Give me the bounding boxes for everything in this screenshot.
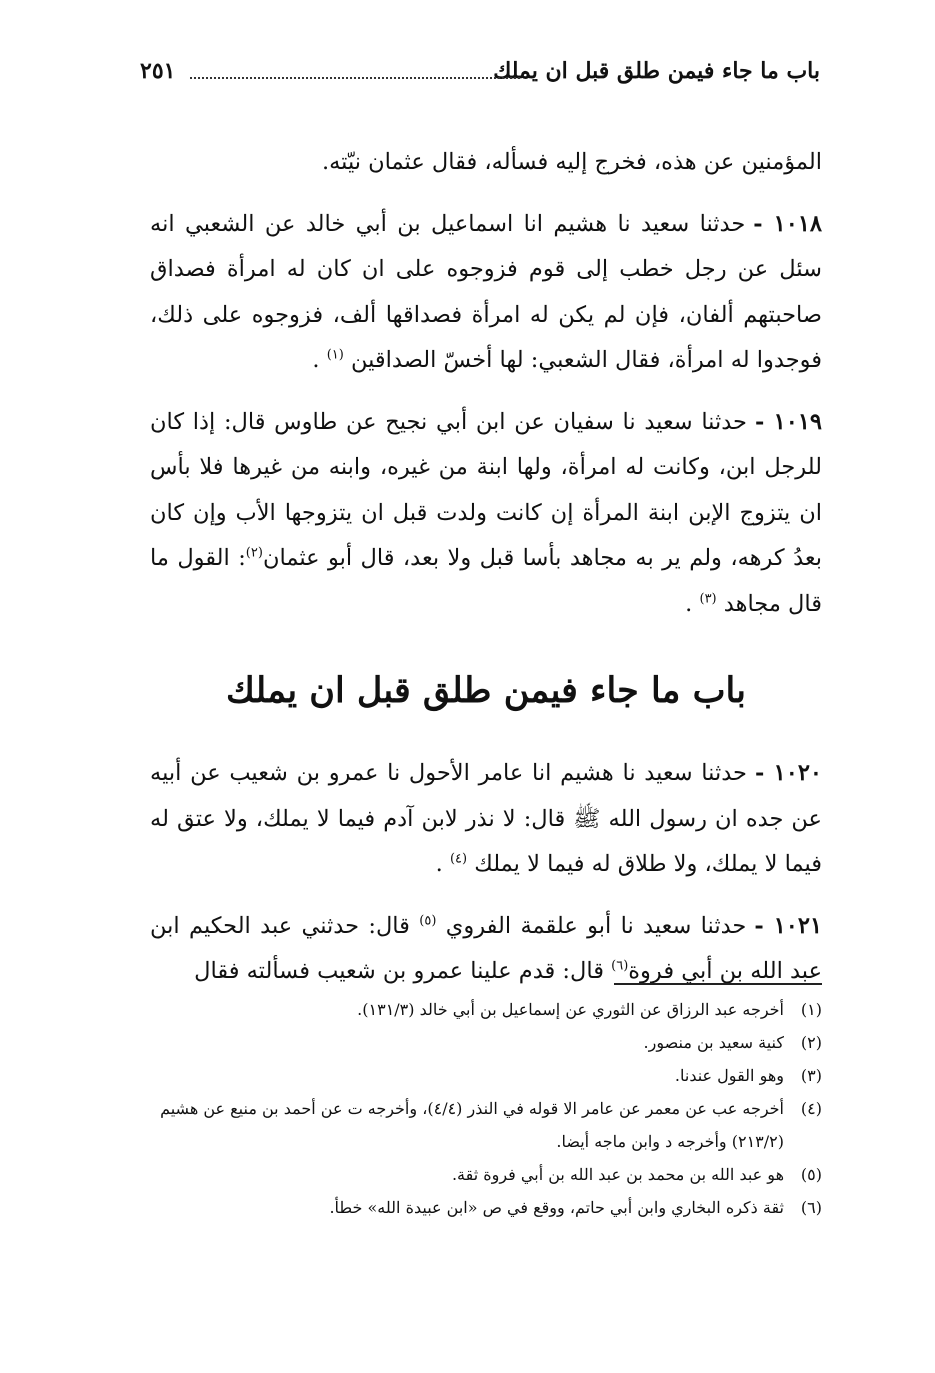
running-title: باب ما جاء فيمن طلق قبل ان يملك <box>493 58 820 84</box>
hadith-end: . <box>685 590 693 617</box>
hadith-1019 <box>150 400 822 628</box>
footnote-text: كنية سعيد بن منصور. <box>643 1033 784 1052</box>
hadith-text: : القول ما قال مجاهد <box>150 545 822 617</box>
footnote-ref: (٢) <box>245 545 263 561</box>
hadith-end: . <box>312 347 320 373</box>
hadith-text: قال: حدثني عبد الحكيم ابن عبد الله بن أبي فروة <box>150 912 822 984</box>
footnote-text: وهو القول عندنا. <box>674 1066 784 1085</box>
footnote-ref: (١) <box>326 347 344 363</box>
hadith-number: ١٠٢٠ - <box>754 760 822 786</box>
footnote-number: (٢) <box>800 1033 822 1052</box>
hadith-number: ١٠١٩ - <box>754 408 823 435</box>
footnote-number: (٦) <box>800 1198 822 1217</box>
footnote-5 <box>140 1158 822 1191</box>
hadith-text: حدثنا سعيد نا سفيان عن ابن أبي نجيح عن طاوس قال: إذا كان للرجل ابن، وكانت له امرأة، ولها ابنة من غيره، وابنه من غيرها فلا بأس ان يتزوج الإبن ابنة المرأة إن كانت ولدت قبل ان يتزوجها الأب وإن كان بعدُ كرهه، ولم ير به مجاهد بأسا قبل ولا بعد، قال أبو عثمان <box>150 408 822 571</box>
footnote-number: (٥) <box>800 1165 822 1184</box>
opening-text: المؤمنين عن هذه، فخرج إليه فسأله، فقال عثمان نيّته. <box>321 149 822 175</box>
footnote-text: ثقة ذكره البخاري وابن أبي حاتم، ووقع في ص «ابن عبيدة الله» خطأ. <box>329 1198 784 1217</box>
footnote-4 <box>140 1092 822 1158</box>
footnote-number: (٤) <box>800 1099 822 1118</box>
hadith-1018 <box>150 202 822 384</box>
footnote-6 <box>140 1191 822 1224</box>
footnote-3 <box>140 1059 822 1092</box>
hadith-text: قال: قدم علينا عمرو بن شعيب فسألته فقال <box>194 958 612 984</box>
footnotes <box>140 993 822 1224</box>
hadith-1021 <box>150 904 822 995</box>
footnote-2 <box>140 1026 822 1059</box>
hadith-text: حدثنا سعيد نا أبو علقمة الفروي <box>445 912 747 939</box>
footnote-separator <box>614 983 822 985</box>
footnote-1 <box>140 993 822 1026</box>
hadith-1020 <box>150 751 822 888</box>
hadith-end: . <box>435 851 443 877</box>
page-number: ٢٥١ <box>140 58 176 84</box>
hadith-number: ١٠٢١ - <box>754 912 823 939</box>
footnote-ref: (٤) <box>449 851 468 867</box>
footnote-ref: (٣) <box>699 591 717 606</box>
footnote-ref: (٥) <box>419 913 437 928</box>
hadith-text: حدثنا سعيد نا هشيم انا عامر الأحول نا عمرو بن شعيب عن أبيه عن جده ان رسول الله ﷺ قال: لا نذر لابن آدم فيما لا يملك، ولا عتق له فيما لا يملك، ولا طلاق له فيما لا يملك <box>150 760 822 877</box>
footnote-ref: (٦) <box>611 958 629 974</box>
footnote-number: (١) <box>800 1000 822 1019</box>
running-header <box>140 58 820 98</box>
hadith-number: ١٠١٨ - <box>753 210 823 237</box>
footnote-text: هو عبد الله بن محمد بن عبد الله بن أبي فروة ثقة. <box>451 1165 784 1184</box>
main-text <box>150 140 822 995</box>
opening-paragraph <box>150 140 822 186</box>
hadith-text: حدثنا سعيد نا هشيم انا اسماعيل بن أبي خالد عن الشعبي انه سئل عن رجل خطب إلى قوم فزوجوه على ان كان له امرأة فصداق صاحبتهم ألفان، فإن لم يكن له امرأة فصداقها ألف، فزوجوه على ذلك، فوجدوا له امرأة، فقال الشعبي: لها أخسّ الصداقين <box>150 210 822 373</box>
footnote-number: (٣) <box>800 1066 822 1085</box>
footnote-text: أخرجه عبد الرزاق عن الثوري عن إسماعيل بن أبي خالد (١٣١/٣). <box>357 1000 784 1019</box>
header-dotted-leader <box>190 77 520 79</box>
footnote-text: أخرجه عب عن معمر عن عامر الا قوله في النذر (٤/٤)، وأخرجه ت عن أحمد بن منيع عن هشيم (٢١٣/٢) وأخرجه د وابن ماجه أيضا. <box>160 1099 784 1151</box>
chapter-title: باب ما جاء فيمن طلق قبل ان يملك <box>226 670 746 711</box>
